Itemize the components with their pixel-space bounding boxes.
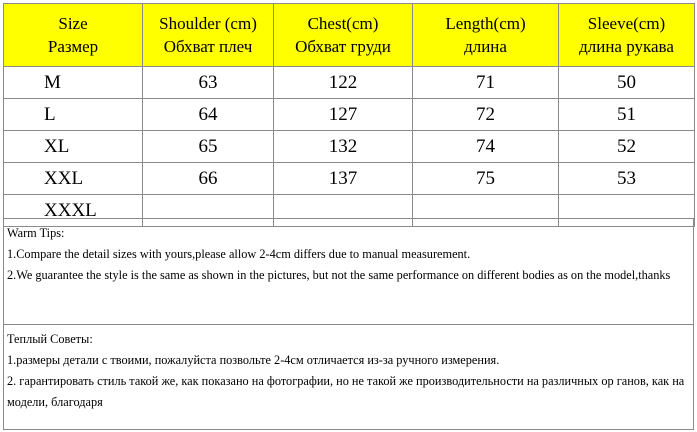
size-cell: L: [4, 99, 143, 131]
size-cell: M: [4, 67, 143, 99]
size-cell: XXXL: [4, 195, 143, 227]
header-shoulder-ru: Обхват плеч: [163, 37, 253, 56]
header-length-ru: длина: [464, 37, 507, 56]
header-sleeve: [559, 4, 695, 67]
size-cell: XXL: [4, 163, 143, 195]
size-chart-table: [3, 3, 695, 227]
sleeve-cell: 51: [559, 99, 695, 131]
shoulder-cell: 66: [143, 163, 274, 195]
header-shoulder-en: Shoulder (cm): [159, 14, 257, 33]
header-size: [4, 4, 143, 67]
header-size-en: Size: [58, 14, 88, 33]
sleeve-cell: 50: [559, 67, 695, 99]
header-sleeve-en: Sleeve(cm): [587, 14, 666, 33]
warm-tips-english: [3, 218, 694, 325]
chest-cell: 132: [274, 131, 413, 163]
shoulder-cell: 63: [143, 67, 274, 99]
tips-ru-title: Теплый Советы:: [7, 332, 93, 346]
header-chest-ru: Обхват груди: [295, 37, 391, 56]
tips-ru-line-2: 2. гарантировать стиль такой же, как показано на фотографии, но не такой же производительности на различных ор ганов, как на модели, благодаря: [7, 374, 685, 409]
tips-ru-line-1: 1.размеры детали с твоими, пожалуйста позвольте 2-4см отличается из-за ручного измерения.: [7, 353, 500, 367]
table-row: [4, 99, 695, 131]
header-sleeve-ru: длина рукава: [579, 37, 674, 56]
sleeve-cell: 52: [559, 131, 695, 163]
header-chest-en: Chest(cm): [307, 14, 379, 33]
size-cell: XL: [4, 131, 143, 163]
length-cell: 75: [413, 163, 559, 195]
header-length-en: Length(cm): [445, 14, 526, 33]
sleeve-cell: 53: [559, 163, 695, 195]
tips-en-line-2: 2.We guarantee the style is the same as shown in the pictures, but not the same performance on different bodies as on the model,thanks: [7, 268, 671, 282]
header-length: [413, 4, 559, 67]
length-cell: 71: [413, 67, 559, 99]
table-row: [4, 67, 695, 99]
header-chest: [274, 4, 413, 67]
chest-cell: 137: [274, 163, 413, 195]
header-shoulder: [143, 4, 274, 67]
table-row: [4, 131, 695, 163]
chest-cell: 127: [274, 99, 413, 131]
header-size-ru: Размер: [47, 37, 99, 56]
shoulder-cell: 64: [143, 99, 274, 131]
table-row: [4, 163, 695, 195]
chest-cell: 122: [274, 67, 413, 99]
header-row: [4, 4, 695, 67]
warm-tips-russian: [3, 324, 694, 430]
length-cell: 74: [413, 131, 559, 163]
tips-en-line-1: 1.Compare the detail sizes with yours,please allow 2-4cm differs due to manual measurement.: [7, 247, 471, 261]
length-cell: 72: [413, 99, 559, 131]
tips-en-title: Warm Tips:: [7, 226, 65, 240]
shoulder-cell: 65: [143, 131, 274, 163]
